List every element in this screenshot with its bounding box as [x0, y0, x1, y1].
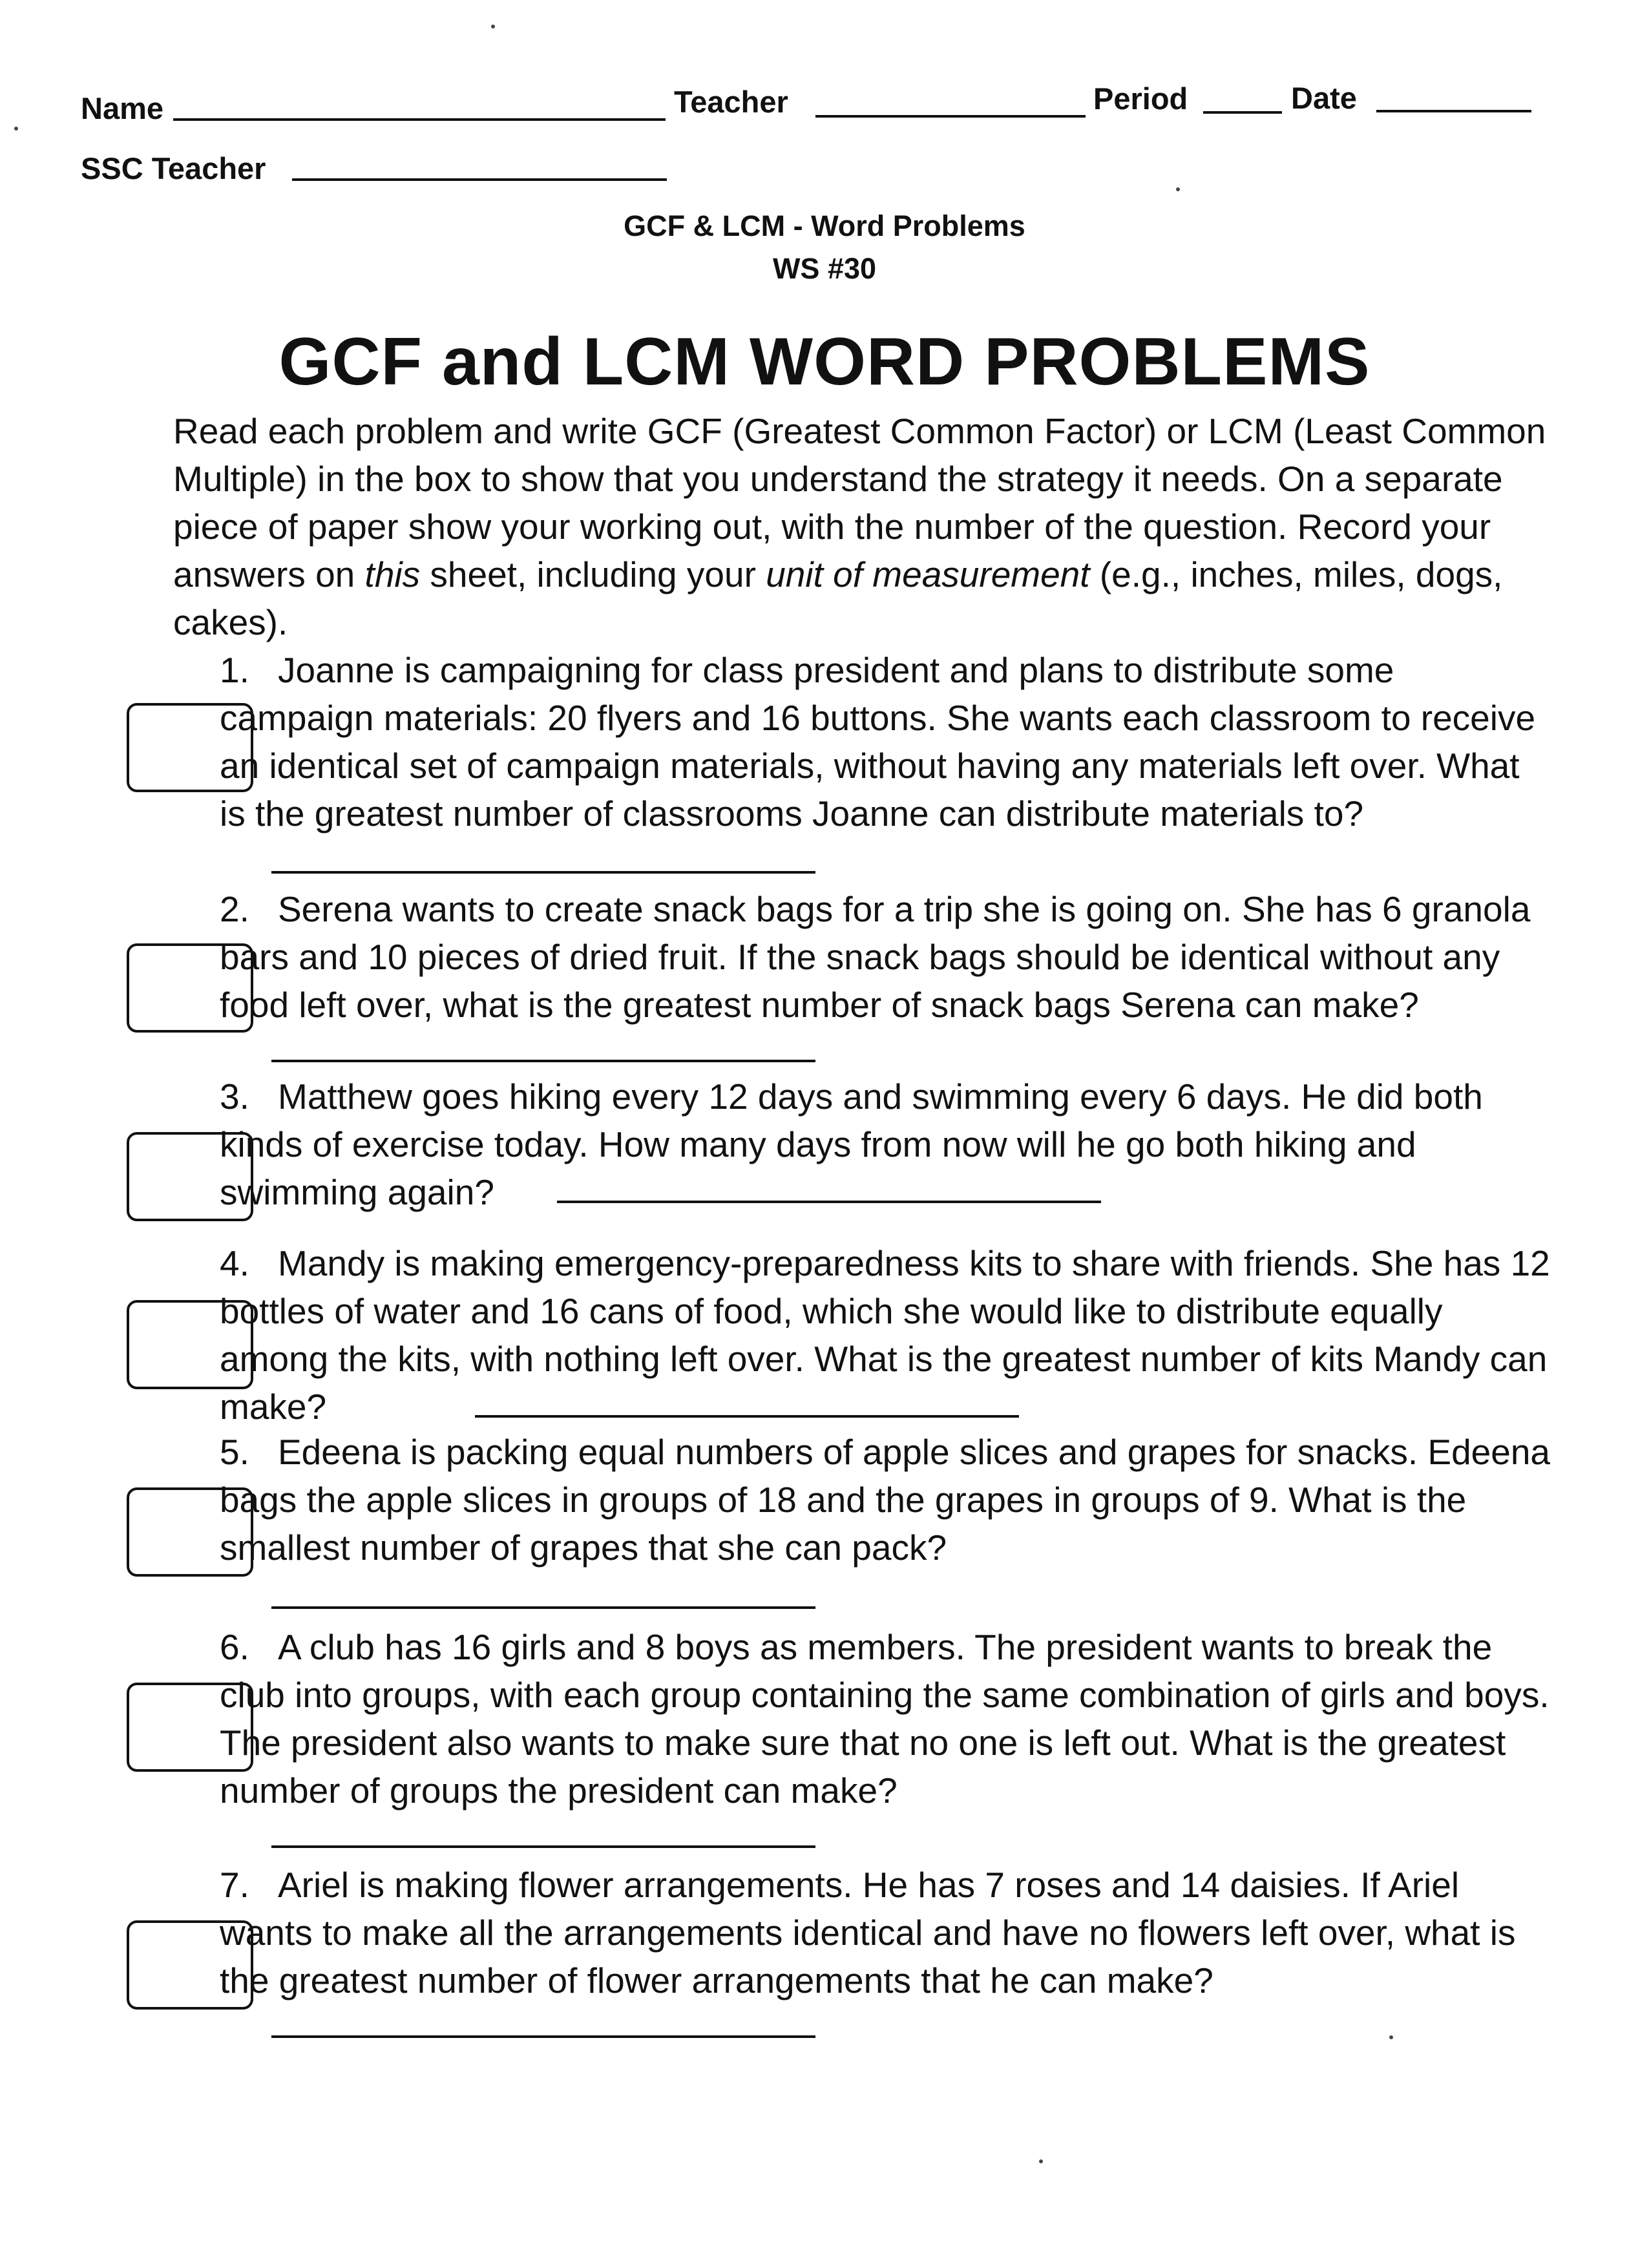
problem-text: Ariel is making flower arrangements. He has 7 roses and 14 daisies. If Ariel wants to make all the arrangements identical and have no flowers left over, what is the greatest number of flower arrangements that he can make? [220, 1865, 1516, 2000]
problem-5 [220, 1428, 1551, 1571]
scan-speck [1039, 2159, 1043, 2163]
ssc-teacher-label: SSC Teacher [81, 151, 266, 185]
problem-2 [220, 885, 1551, 1029]
answer-line-7[interactable] [271, 2035, 815, 2038]
answer-line-4[interactable] [475, 1415, 1019, 1418]
worksheet-subtitle: GCF & LCM - Word Problems [624, 209, 1025, 242]
instructions-text-3: (e.g., inches, miles, dogs, cakes). [173, 554, 1503, 642]
problem-7 [220, 1861, 1551, 2004]
date-field[interactable] [1376, 110, 1531, 112]
period-field[interactable] [1203, 111, 1282, 114]
problem-text: Edeena is packing equal numbers of apple slices and grapes for snacks. Edeena bags the apple slices in groups of 18 and the grapes in groups of 9. What is the smallest number of grapes that she can pack? [220, 1432, 1551, 1568]
scan-speck [1389, 2035, 1393, 2039]
problem-number: 7. [220, 1865, 249, 1905]
problem-1 [220, 646, 1551, 837]
answer-line-6[interactable] [271, 1845, 815, 1848]
problem-text: Matthew goes hiking every 12 days and swimming every 6 days. He did both kinds of exercise today. How many days from now will he go both hiking and swimming again? [220, 1076, 1483, 1212]
problem-text: A club has 16 girls and 8 boys as members. The president wants to break the club into groups, with each group containing the same combination of girls and boys. The president also wants to make sure that no one is left out. What is the greatest number of groups the president can make? [220, 1627, 1549, 1811]
scan-speck [1176, 187, 1180, 191]
scan-speck [491, 25, 495, 28]
name-label: Name [81, 91, 164, 125]
instructions-emphasis-unit: unit of measurement [766, 554, 1090, 594]
problem-number: 5. [220, 1432, 249, 1472]
instructions [173, 407, 1556, 646]
problem-text: Serena wants to create snack bags for a trip she is going on. She has 6 granola bars and 10 pieces of dried fruit. If the snack bags should be identical without any food left over, what is the greatest number of snack bags Serena can make? [220, 889, 1531, 1025]
teacher-field[interactable] [815, 115, 1086, 118]
instructions-emphasis-this: this [364, 554, 421, 594]
instructions-text-1: Read each problem and write GCF (Greatest Common Factor) or LCM (Least Common Multiple) in the box to show that you understand the strategy it needs. On a separate piece of paper show your working out, with the number of the question. Record your answers on [173, 411, 1546, 594]
page-title: GCF and LCM WORD PROBLEMS [278, 324, 1371, 399]
problem-number: 2. [220, 889, 249, 929]
problem-3 [220, 1073, 1551, 1216]
problem-text: Mandy is making emergency-preparedness kits to share with friends. She has 12 bottles of water and 16 cans of food, which she would like to distribute equally among the kits, with nothing left over. What is the greatest number of kits Mandy can make? [220, 1243, 1550, 1427]
answer-line-1[interactable] [271, 871, 815, 874]
answer-line-2[interactable] [271, 1060, 815, 1062]
scan-speck [14, 127, 18, 131]
problem-4 [220, 1239, 1551, 1431]
problem-text: Joanne is campaigning for class president and plans to distribute some campaign materials: 20 flyers and 16 buttons. She wants each classroom to receive an identical set of campaign materials, without having any materials left over. What is the greatest number of classrooms Joanne can distribute materials to? [220, 650, 1536, 834]
problem-number: 1. [220, 650, 249, 690]
teacher-label: Teacher [674, 85, 788, 119]
instructions-text-2: sheet, including your [420, 554, 766, 594]
problem-number: 6. [220, 1627, 249, 1667]
name-field[interactable] [173, 118, 666, 121]
answer-line-3[interactable] [557, 1201, 1101, 1203]
problem-number: 4. [220, 1243, 249, 1283]
problem-number: 3. [220, 1076, 249, 1117]
problem-6 [220, 1623, 1551, 1814]
ssc-teacher-field[interactable] [292, 178, 667, 181]
date-label: Date [1291, 81, 1357, 115]
period-label: Period [1093, 81, 1188, 116]
worksheet-number: WS #30 [772, 252, 877, 285]
answer-line-5[interactable] [271, 1606, 815, 1609]
